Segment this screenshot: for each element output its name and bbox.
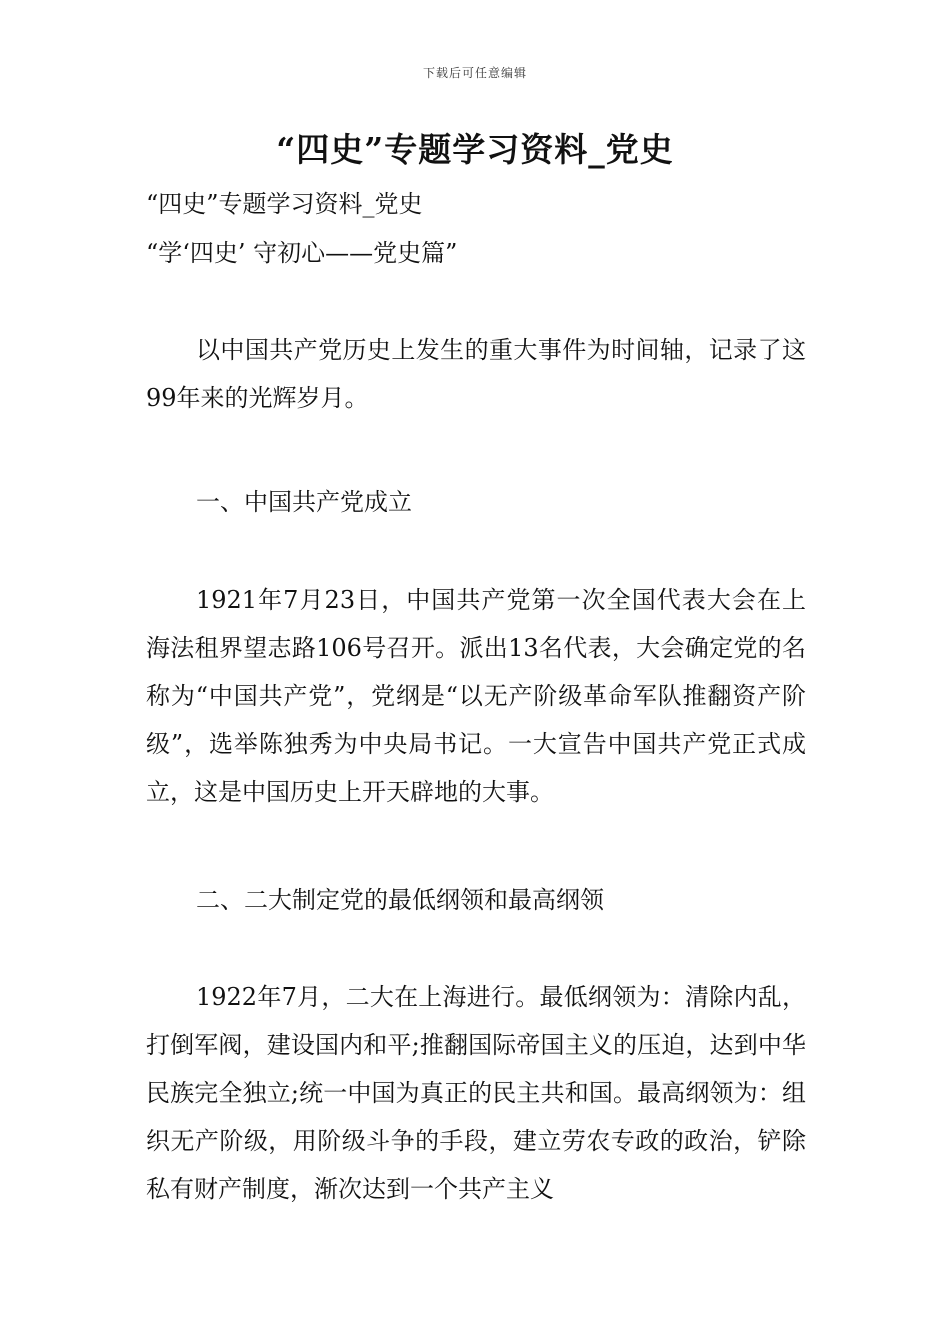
document-title: “四史”专题学习资料_党史 (276, 130, 674, 169)
page-header-note: 下载后可任意编辑 (422, 66, 527, 80)
subtitle-line-2: “学‘四史’ 守初心——党史篇” (146, 239, 458, 267)
intro-paragraph: 以中国共产党历史上发生的重大事件为时间轴，记录了这99年来的光辉岁月。 (146, 336, 806, 412)
subtitle-line-1: “四史”专题学习资料_党史 (146, 190, 423, 218)
section-body-1: 1921年7月23日，中国共产党第一次全国代表大会在上海法租界望志路106号召开。派出13名代表，大会确定党的名称为“中国共产党”，党纲是“以无产阶级革命军队推翻资产阶级”，选举陈独秀为中央局书记。一大宣告中国共产党正式成立，这是中国历史上开天辟地的大事。 (146, 586, 806, 806)
section-heading-2: 二、二大制定党的最低纲领和最高纲领 (196, 886, 604, 914)
section-heading-1: 一、中国共产党成立 (196, 488, 412, 516)
section-body-2: 1922年7月，二大在上海进行。最低纲领为：清除内乱，打倒军阀，建设国内和平;推翻国际帝国主义的压迫，达到中华民族完全独立;统一中国为真正的民主共和国。最高纲领为：组织无产阶级，用阶级斗争的手段，建立劳农专政的政治，铲除私有财产制度，渐次达到一个共产主义 (146, 983, 806, 1203)
